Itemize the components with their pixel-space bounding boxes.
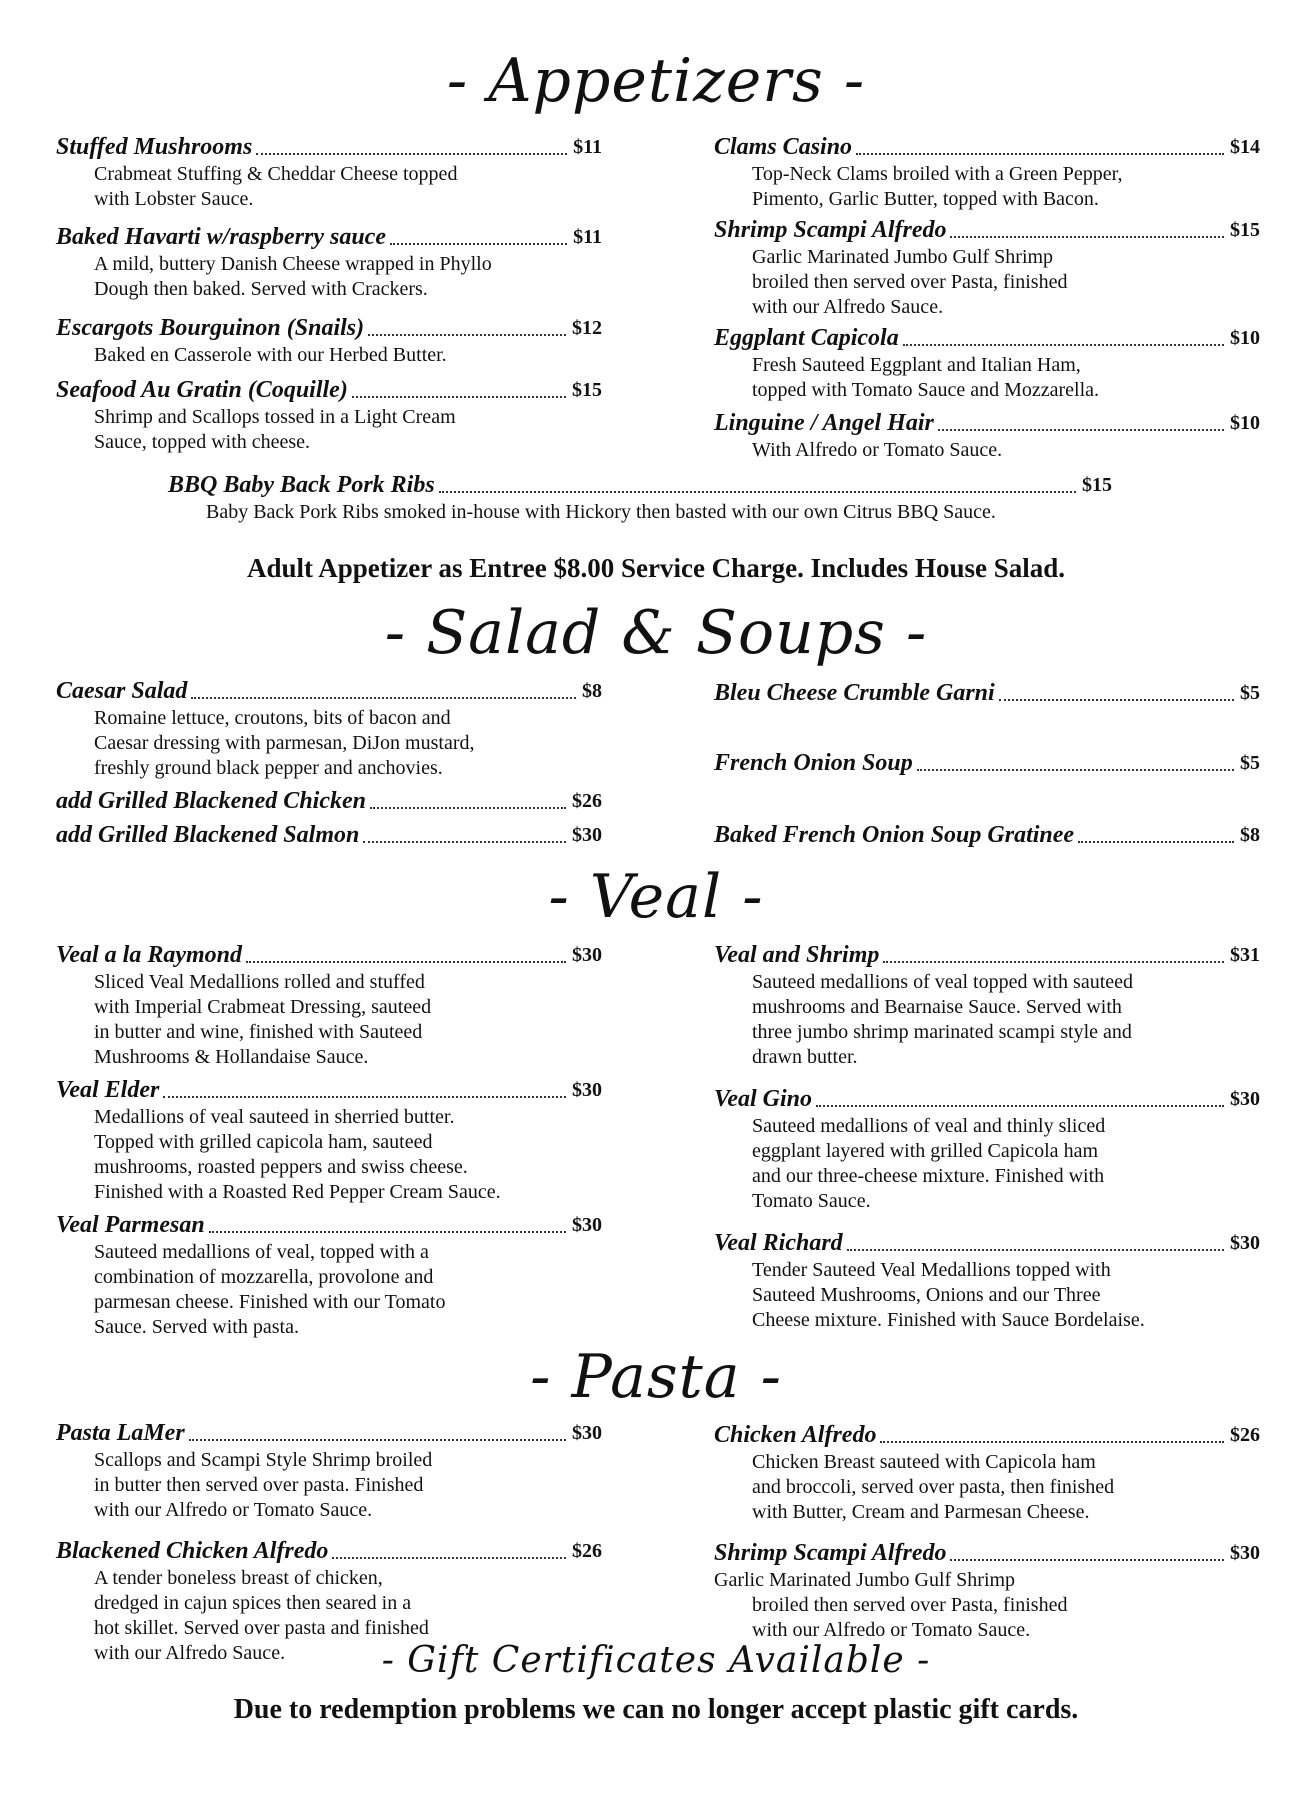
item-description: Fresh Sauteed Eggplant and Italian Ham, topped with Tomato Sauce and Mozzarella. — [752, 354, 1100, 401]
item-price: $26 — [572, 1540, 602, 1562]
item-description: Crabmeat Stuffing & Cheddar Cheese topped with Lobster Sauce. — [94, 163, 458, 210]
item-description: Medallions of veal sauteed in sherried butter. Topped with grilled capicola ham, sauteed mushrooms, roasted peppers and swiss cheese. Finished with a Roasted Red Pepper Cream Sauce. — [94, 1106, 501, 1203]
leader-dots — [246, 961, 566, 963]
item-description: Baby Back Pork Ribs smoked in-house with Hickory then basted with our own Citrus BBQ Sauce. — [206, 501, 996, 523]
item-price: $30 — [572, 824, 602, 846]
item-price: $26 — [1230, 1424, 1260, 1446]
item-name: French Onion Soup — [714, 750, 913, 776]
item-price: $30 — [572, 1079, 602, 1101]
item-price: $30 — [572, 944, 602, 966]
item-description: A mild, buttery Danish Cheese wrapped in Phyllo Dough then baked. Served with Crackers. — [94, 253, 492, 300]
gift-certificates-heading: - Gift Certificates Available - — [381, 1640, 931, 1681]
leader-dots — [163, 1096, 566, 1098]
leader-dots — [352, 396, 566, 398]
item-name: Caesar Salad — [56, 678, 188, 704]
leader-dots — [999, 699, 1234, 701]
menu-item — [56, 676, 602, 781]
item-price: $11 — [573, 136, 602, 158]
item-name: add Grilled Blackened Salmon — [56, 822, 360, 848]
leader-dots — [191, 697, 576, 699]
item-price: $31 — [1230, 944, 1260, 966]
item-price: $8 — [582, 680, 602, 702]
item-price: $10 — [1230, 327, 1260, 349]
item-name: Veal Gino — [714, 1086, 813, 1112]
menu-item — [714, 1538, 1260, 1643]
menu-item — [56, 1075, 602, 1205]
menu-item — [56, 222, 602, 302]
item-description: Scallops and Scampi Style Shrimp broiled in butter then served over pasta. Finished with our Alfredo or Tomato Sauce. — [94, 1449, 433, 1521]
item-name: Veal and Shrimp — [714, 942, 880, 968]
veal-heading: - Veal - — [548, 862, 764, 932]
leader-dots — [880, 1441, 1224, 1443]
salads-heading: - Salad & Soups - — [384, 598, 928, 668]
item-name: Shrimp Scampi Alfredo — [714, 217, 947, 243]
item-name: Eggplant Capicola — [714, 325, 899, 351]
leader-dots — [370, 807, 566, 809]
item-name: Veal Richard — [714, 1230, 843, 1256]
leader-dots — [1078, 841, 1234, 843]
item-description: Chicken Breast sauteed with Capicola ham and broccoli, served over pasta, then finished with Butter, Cream and Parmesan Cheese. — [752, 1451, 1115, 1523]
item-description: broiled then served over Pasta, finished with our Alfredo or Tomato Sauce. — [752, 1594, 1068, 1641]
item-price: $12 — [572, 317, 602, 339]
item-description: Sliced Veal Medallions rolled and stuffed with Imperial Crabmeat Dressing, sauteed in butter and wine, finished with Sauteed Mushrooms & Hollandaise Sauce. — [94, 971, 432, 1068]
leader-dots — [368, 334, 566, 336]
menu-item — [56, 1210, 602, 1340]
item-price: $30 — [1230, 1088, 1260, 1110]
menu-item — [714, 1084, 1260, 1214]
menu-item — [56, 1418, 602, 1523]
leader-dots — [950, 236, 1224, 238]
item-price: $14 — [1230, 136, 1260, 158]
leader-dots — [847, 1249, 1224, 1251]
item-name: Veal Elder — [56, 1077, 160, 1103]
menu-item — [56, 132, 602, 212]
item-description-first-line: Garlic Marinated Jumbo Gulf Shrimp — [714, 1569, 1016, 1591]
item-price: $30 — [1230, 1232, 1260, 1254]
item-name: Clams Casino — [714, 134, 853, 160]
menu-item — [714, 323, 1260, 403]
menu-item — [714, 408, 1260, 463]
item-description: Top-Neck Clams broiled with a Green Pepper, Pimento, Garlic Butter, topped with Bacon. — [752, 163, 1123, 210]
item-description: Sauteed medallions of veal, topped with a combination of mozzarella, provolone and parmesan cheese. Finished with our Tomato Sauce. Served with pasta. — [94, 1241, 446, 1338]
item-name: Shrimp Scampi Alfredo — [714, 1540, 947, 1566]
featured-item — [168, 470, 1112, 525]
item-description: Tender Sauteed Veal Medallions topped with Sauteed Mushrooms, Onions and our Three Cheese mixture. Finished with Sauce Bordelaise. — [752, 1259, 1145, 1331]
leader-dots — [938, 429, 1224, 431]
item-price: $5 — [1240, 682, 1260, 704]
leader-dots — [332, 1557, 566, 1559]
item-name: Veal Parmesan — [56, 1212, 205, 1238]
leader-dots — [883, 961, 1224, 963]
item-description: Romaine lettuce, croutons, bits of bacon and Caesar dressing with parmesan, DiJon mustard, freshly ground black pepper and anchovies. — [94, 707, 475, 779]
item-name: Stuffed Mushrooms — [56, 134, 253, 160]
leader-dots — [917, 769, 1234, 771]
menu-item — [714, 748, 1260, 778]
pasta-heading: - Pasta - — [530, 1342, 782, 1412]
menu-item — [714, 940, 1260, 1070]
item-price: $30 — [1230, 1542, 1260, 1564]
appetizer-entree-note: Adult Appetizer as Entree $8.00 Service Charge. Includes House Salad. — [246, 553, 1065, 583]
menu-item — [56, 786, 602, 816]
item-price: $15 — [1230, 219, 1260, 241]
item-description: Sauteed medallions of veal and thinly sliced eggplant layered with grilled Capicola ham and our three-cheese mixture. Finished with Tomato Sauce. — [752, 1115, 1106, 1212]
item-name: Veal a la Raymond — [56, 942, 243, 968]
item-price: $30 — [572, 1214, 602, 1236]
item-price: $15 — [572, 379, 602, 401]
item-name: Chicken Alfredo — [714, 1422, 877, 1448]
item-description: Baked en Casserole with our Herbed Butter. — [94, 344, 447, 366]
item-name: Bleu Cheese Crumble Garni — [714, 680, 995, 706]
item-price: $5 — [1240, 752, 1260, 774]
item-name: Pasta LaMer — [56, 1420, 185, 1446]
item-price: $11 — [573, 226, 602, 248]
leader-dots — [439, 491, 1076, 493]
leader-dots — [903, 344, 1224, 346]
menu-item — [56, 375, 602, 455]
leader-dots — [363, 841, 566, 843]
menu-item — [714, 215, 1260, 320]
item-name: Seafood Au Gratin (Coquille) — [56, 377, 348, 403]
leader-dots — [256, 153, 567, 155]
leader-dots — [209, 1231, 566, 1233]
leader-dots — [189, 1439, 566, 1441]
menu-item — [56, 940, 602, 1070]
menu-item — [714, 820, 1260, 850]
item-description: Sauteed medallions of veal topped with sauteed mushrooms and Bearnaise Sauce. Served with three jumbo shrimp marinated scampi style and drawn butter. — [752, 971, 1134, 1068]
item-description: A tender boneless breast of chicken, dredged in cajun spices then seared in a hot skillet. Served over pasta and finished with our Alfredo Sauce. — [94, 1567, 429, 1664]
item-name: Escargots Bourguinon (Snails) — [56, 315, 365, 341]
leader-dots — [950, 1559, 1224, 1561]
menu-item — [714, 1228, 1260, 1333]
menu-item — [56, 820, 602, 850]
item-price: $10 — [1230, 412, 1260, 434]
menu-item — [714, 1420, 1260, 1525]
item-name: Linguine / Angel Hair — [714, 410, 934, 436]
leader-dots — [816, 1105, 1224, 1107]
gift-card-notice: Due to redemption problems we can no longer accept plastic gift cards. — [233, 1694, 1079, 1725]
item-description: Shrimp and Scallops tossed in a Light Cream Sauce, topped with cheese. — [94, 406, 456, 453]
item-description: With Alfredo or Tomato Sauce. — [752, 439, 1003, 461]
leader-dots — [856, 153, 1224, 155]
appetizers-heading: - Appetizers - — [446, 46, 866, 116]
menu-item — [56, 313, 602, 368]
item-price: $8 — [1240, 824, 1260, 846]
item-name: Blackened Chicken Alfredo — [56, 1538, 329, 1564]
leader-dots — [390, 243, 567, 245]
item-price: $26 — [572, 790, 602, 812]
item-price: $15 — [1082, 474, 1112, 496]
item-price: $30 — [572, 1422, 602, 1444]
menu-item — [714, 678, 1260, 708]
menu-item — [714, 132, 1260, 212]
item-description: Garlic Marinated Jumbo Gulf Shrimp broiled then served over Pasta, finished with our Alfredo Sauce. — [752, 246, 1068, 318]
item-name: Baked Havarti w/raspberry sauce — [56, 224, 386, 250]
item-name: BBQ Baby Back Pork Ribs — [168, 472, 435, 498]
item-name: add Grilled Blackened Chicken — [56, 788, 366, 814]
item-name: Baked French Onion Soup Gratinee — [714, 822, 1075, 848]
